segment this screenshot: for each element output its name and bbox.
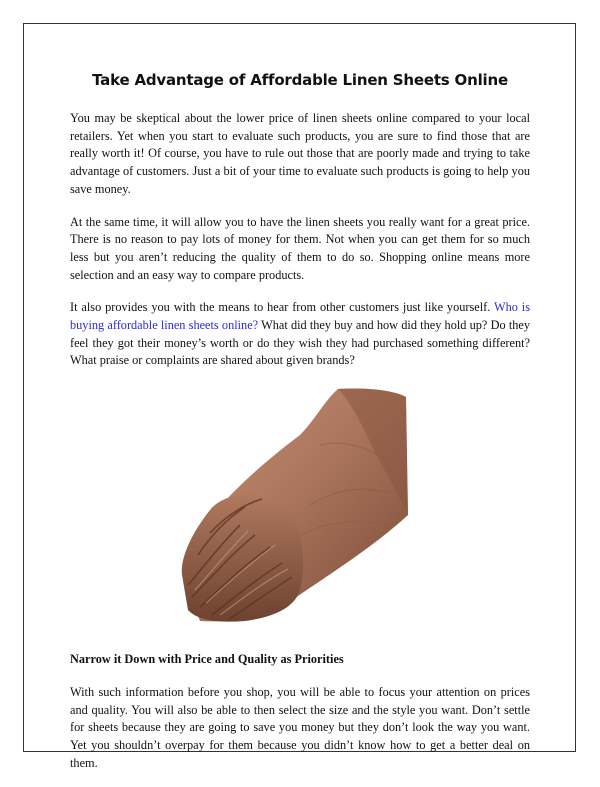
paragraph-3: [70, 299, 530, 370]
paragraph-1: You may be skeptical about the lower price of linen sheets online compared to your local retailers. Yet when you start to evaluate such products, you are sure to find those that are really worth it! Of course, you have to rule out those that are poorly made and trying to take advantage of customers. Just a bit of your time to evaluate such products is going to help you save money.: [70, 111, 530, 196]
sheet-elastic-edge: [182, 494, 303, 622]
section-heading: Narrow it Down with Price and Quality as Priorities: [70, 652, 344, 667]
paragraph-3-text-before: It also provides you with the means to hear from other customers just like yourself.: [70, 300, 494, 315]
page-title: Take Advantage of Affordable Linen Sheets Online: [92, 71, 508, 89]
paragraph-3-text-after: What did they buy and how did they hold up? Do they feel they got their money’s worth or do they wish they had purchased something different? What praise or complaints are shared about given brands?: [70, 318, 530, 368]
fitted-sheet-image: [70, 385, 530, 630]
document-body: [70, 70, 530, 787]
buying-linen-sheets-link[interactable]: Who is buying affordable linen sheets online?: [70, 300, 530, 333]
fitted-sheet-illustration: [70, 385, 530, 630]
paragraph-4: With such information before you shop, you will be able to focus your attention on prices and quality. You will also be able to then select the size and the style you want. Don’t settle for sheets because they are going to save you money but they don’t look the way you want. Yet you shouldn’t overpay for them because you didn’t know how to get a better deal on them.: [70, 684, 530, 770]
paragraph-2: At the same time, it will allow you to have the linen sheets you really want for a great price. There is no reason to pay lots of money for them. Not when you can get them for so much less but you aren’t reducing the quality of them to do so. Shopping online means more selection and an easy way to compare products.: [70, 214, 530, 282]
